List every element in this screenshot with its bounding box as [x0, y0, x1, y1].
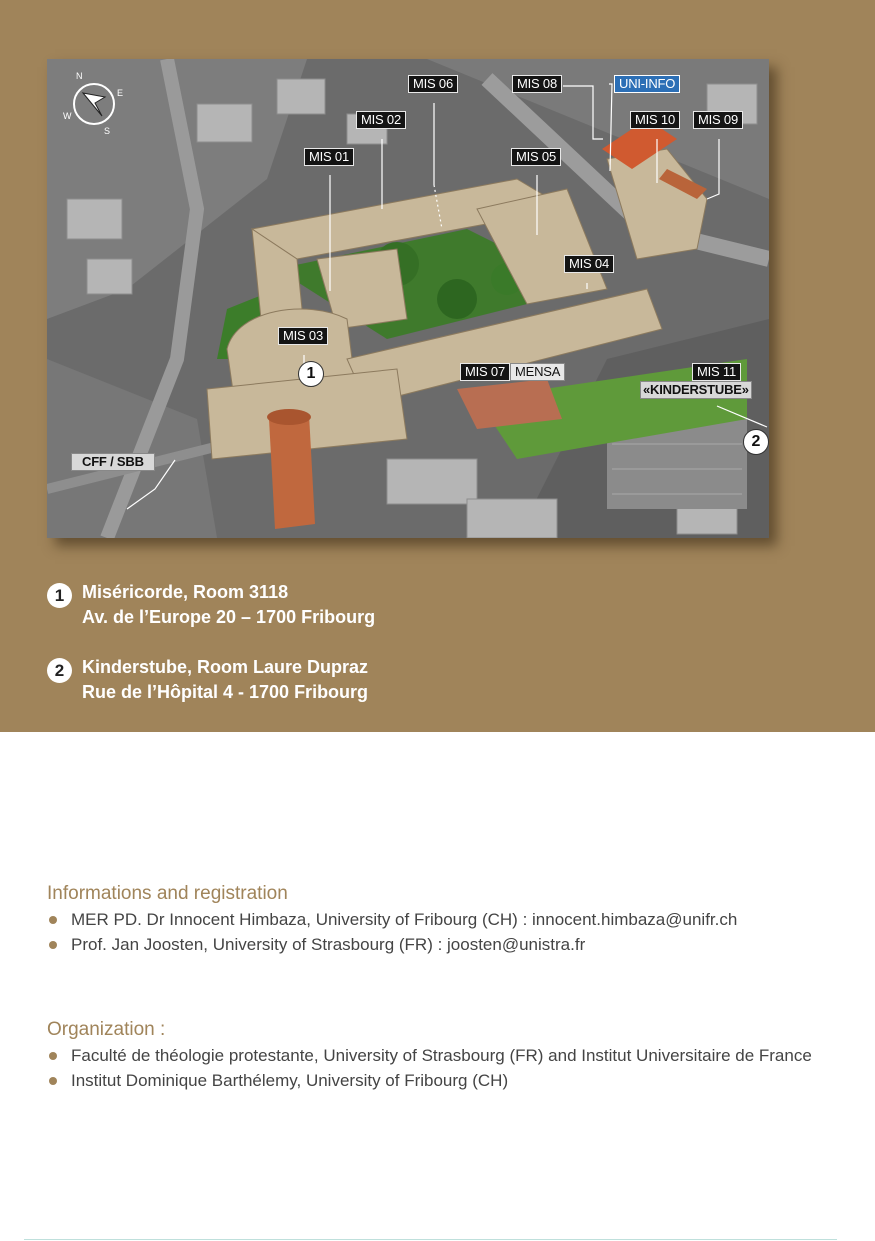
footer-divider	[24, 1239, 837, 1240]
label-mis08: MIS 08	[512, 75, 562, 93]
map-pin-2: 2	[743, 429, 769, 455]
list-item: Institut Dominique Barthélemy, University of Fribourg (CH)	[47, 1068, 812, 1093]
bullet-icon	[49, 1077, 57, 1085]
campus-aerial-map	[47, 59, 769, 538]
location-2-address: Rue de l’Hôpital 4 - 1700 Fribourg	[82, 682, 369, 702]
label-mis05: MIS 05	[511, 148, 561, 166]
location-1-address: Av. de l’Europe 20 – 1700 Fribourg	[82, 607, 376, 627]
label-mis06: MIS 06	[408, 75, 458, 93]
map-pin-1: 1	[298, 361, 324, 387]
label-cff-sbb: CFF / SBB	[71, 453, 155, 471]
organization-title: Organization :	[47, 1019, 166, 1040]
label-mis10: MIS 10	[630, 111, 680, 129]
organization-section	[47, 1017, 812, 1093]
compass-n: N	[76, 71, 83, 81]
compass-s: S	[104, 126, 111, 136]
bullet-icon	[49, 1052, 57, 1060]
organization-list	[47, 1043, 812, 1093]
label-uni-info: UNI-INFO	[614, 75, 680, 93]
location-number-icon: 1	[47, 583, 72, 608]
label-mis02: MIS 02	[356, 111, 406, 129]
label-mis01: MIS 01	[304, 148, 354, 166]
location-2-name: Kinderstube, Room Laure Dupraz	[82, 657, 369, 677]
location-number-icon: 2	[47, 658, 72, 683]
info-list	[47, 907, 737, 957]
compass-w: W	[63, 111, 72, 121]
label-mis03: MIS 03	[278, 327, 328, 345]
bullet-icon	[49, 941, 57, 949]
label-mis09: MIS 09	[693, 111, 743, 129]
list-item: Prof. Jan Joosten, University of Strasbourg (FR) : joosten@unistra.fr	[47, 932, 737, 957]
label-mis04: MIS 04	[564, 255, 614, 273]
label-mis07: MIS 07	[460, 363, 510, 381]
list-item: MER PD. Dr Innocent Himbaza, University of Fribourg (CH) : innocent.himbaza@unifr.ch	[47, 907, 737, 932]
campus-illustration	[47, 59, 769, 538]
bullet-icon	[49, 916, 57, 924]
label-mensa: MENSA	[510, 363, 565, 381]
list-item: Faculté de théologie protestante, University of Strasbourg (FR) and Institut Universitaire de France	[47, 1043, 812, 1068]
label-mis11: MIS 11	[692, 363, 741, 381]
info-title: Informations and registration	[47, 883, 288, 904]
info-section	[47, 881, 737, 957]
label-kinderstube: «KINDERSTUBE»	[640, 381, 752, 399]
compass-e: E	[117, 88, 124, 98]
location-1-name: Miséricorde, Room 3118	[82, 582, 289, 602]
